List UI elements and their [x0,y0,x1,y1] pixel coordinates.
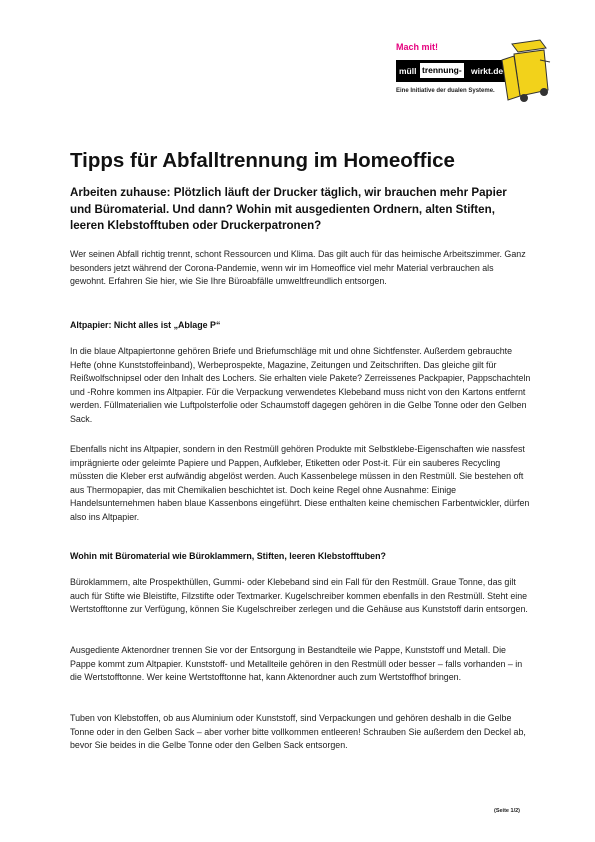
logo [394,42,554,112]
logo-part-muell: müll [399,66,417,76]
page-title: Tipps für Abfalltrennung im Homeoffice [70,149,455,172]
page-number: (Seite 1/2) [494,808,520,814]
logo-slogan: Mach mit! [396,42,439,52]
lead-paragraph: Arbeiten zuhause: Plötzlich läuft der Drucker täglich, wir brauchen mehr Papier und Büromaterial. Und dann? Wohin mit ausgedienten Ordnern, alten Stiften, leeren Klebstofftuben oder Druckerpatronen? [70,186,507,232]
altpapier-paragraph-2: Ebenfalls nicht ins Altpapier, sondern in den Restmüll gehören Produkte mit Selbstklebe-Eigenschaften wie nassfest imprägnierte oder geleimte Papiere und Pappen, Aufkleber, Etiketten oder Post-it. Für ein sauberes Recycling müssten die Kleber erst aufwändig abgelöst werden. Auch Kassenbelege müssen in den Restmüll. Sie bestehen oft aus Thermopapier, das mit Chemikalien beschichtet ist. Doch keine Regel ohne Ausnahme: Einige Handelsunternehmen haben blaue Kassenbons eingeführt. Diese enthalten keine chemischen Farbentwickler, dürfen also ins Altpapier. [70,444,530,522]
bueromaterial-paragraph-3: Tuben von Klebstoffen, ob aus Aluminium oder Kunststoff, sind Verpackungen und gehören deshalb in die Gelbe Tonne oder in den Gelben Sack – aber vorher bitte vollkommen entleeren! Schrauben Sie außerdem den Deckel ab, bevor Sie beides in die Gelbe Tonne oder den Gelben Sack entsorgen. [70,713,526,750]
trash-bin-icon [500,38,554,104]
bueromaterial-paragraph-1: Büroklammern, alte Prospekthüllen, Gummi- oder Klebeband sind ein Fall für den Restmüll. Graue Tonne, das gilt auch für Stifte wie Bleistifte, Filzstifte oder Textmarker. Kugelschreiber kommen ebenfalls in den Restmüll. Steht eine Wertstofftonne zur Verfügung, können Sie Kugelschreiber zerlegen und die Gehäuse aus Kunststoff darin entsorgen. [70,577,528,614]
altpapier-paragraph-1: In die blaue Altpapiertonne gehören Briefe und Briefumschläge mit und ohne Sichtfenster. Außerdem gebrauchte Hefte (ohne Kunststoffeinband), Werbeprospekte, Magazine, Zeitungen und Zeitschriften. Das gleiche gilt für Reißwolfschnipsel oder den Inhalt des Lochers. Sie erhalten viele Pakete? Zerreissenes Packpapier, Pappschachteln und -Rohre kommen ins Altpapier. Für die Verpackung verwendetes Klebeband muss nicht von den Kartons entfernt werden. Füllmaterialien wie Luftpolsterfolie oder Schaumstoff dagegen gehören in die Gelbe Tonne oder den Gelben Sack. [70,346,531,424]
logo-part-trennung: trennung- [420,63,464,78]
bueromaterial-paragraph-2: Ausgediente Aktenordner trennen Sie vor der Entsorgung in Bestandteile wie Pappe, Kunststoff und Metall. Die Pappe kommt zum Altpapier. Kunststoff- und Metallteile gehören in den Restmüll oder besser – falls vorhanden – in die Wertstofftonne. Wer keine Wertstofftonne hat, kann Aktenordner auch zum Wertstoffhof bringen. [70,645,523,682]
section-heading-altpapier: Altpapier: Nicht alles ist „Ablage P“ [70,320,221,330]
logo-part-wirkt: wirkt.de [471,66,504,76]
logo-subline: Eine Initiative der dualen Systeme. [396,88,495,94]
logo-wordmark [396,60,508,82]
section-heading-bueromaterial: Wohin mit Büromaterial wie Büroklammern, Stiften, leeren Klebstofftuben? [70,551,386,561]
intro-paragraph: Wer seinen Abfall richtig trennt, schont Ressourcen und Klima. Das gilt auch für das heimische Arbeitszimmer. Ganz besonders jetzt während der Corona-Pandemie, wenn wir im Homeoffice viel mehr Material verbrauchen als gewohnt. Erfahren Sie hier, wie Sie Ihre Büroabfälle umweltfreundlich entsorgen. [70,249,526,286]
